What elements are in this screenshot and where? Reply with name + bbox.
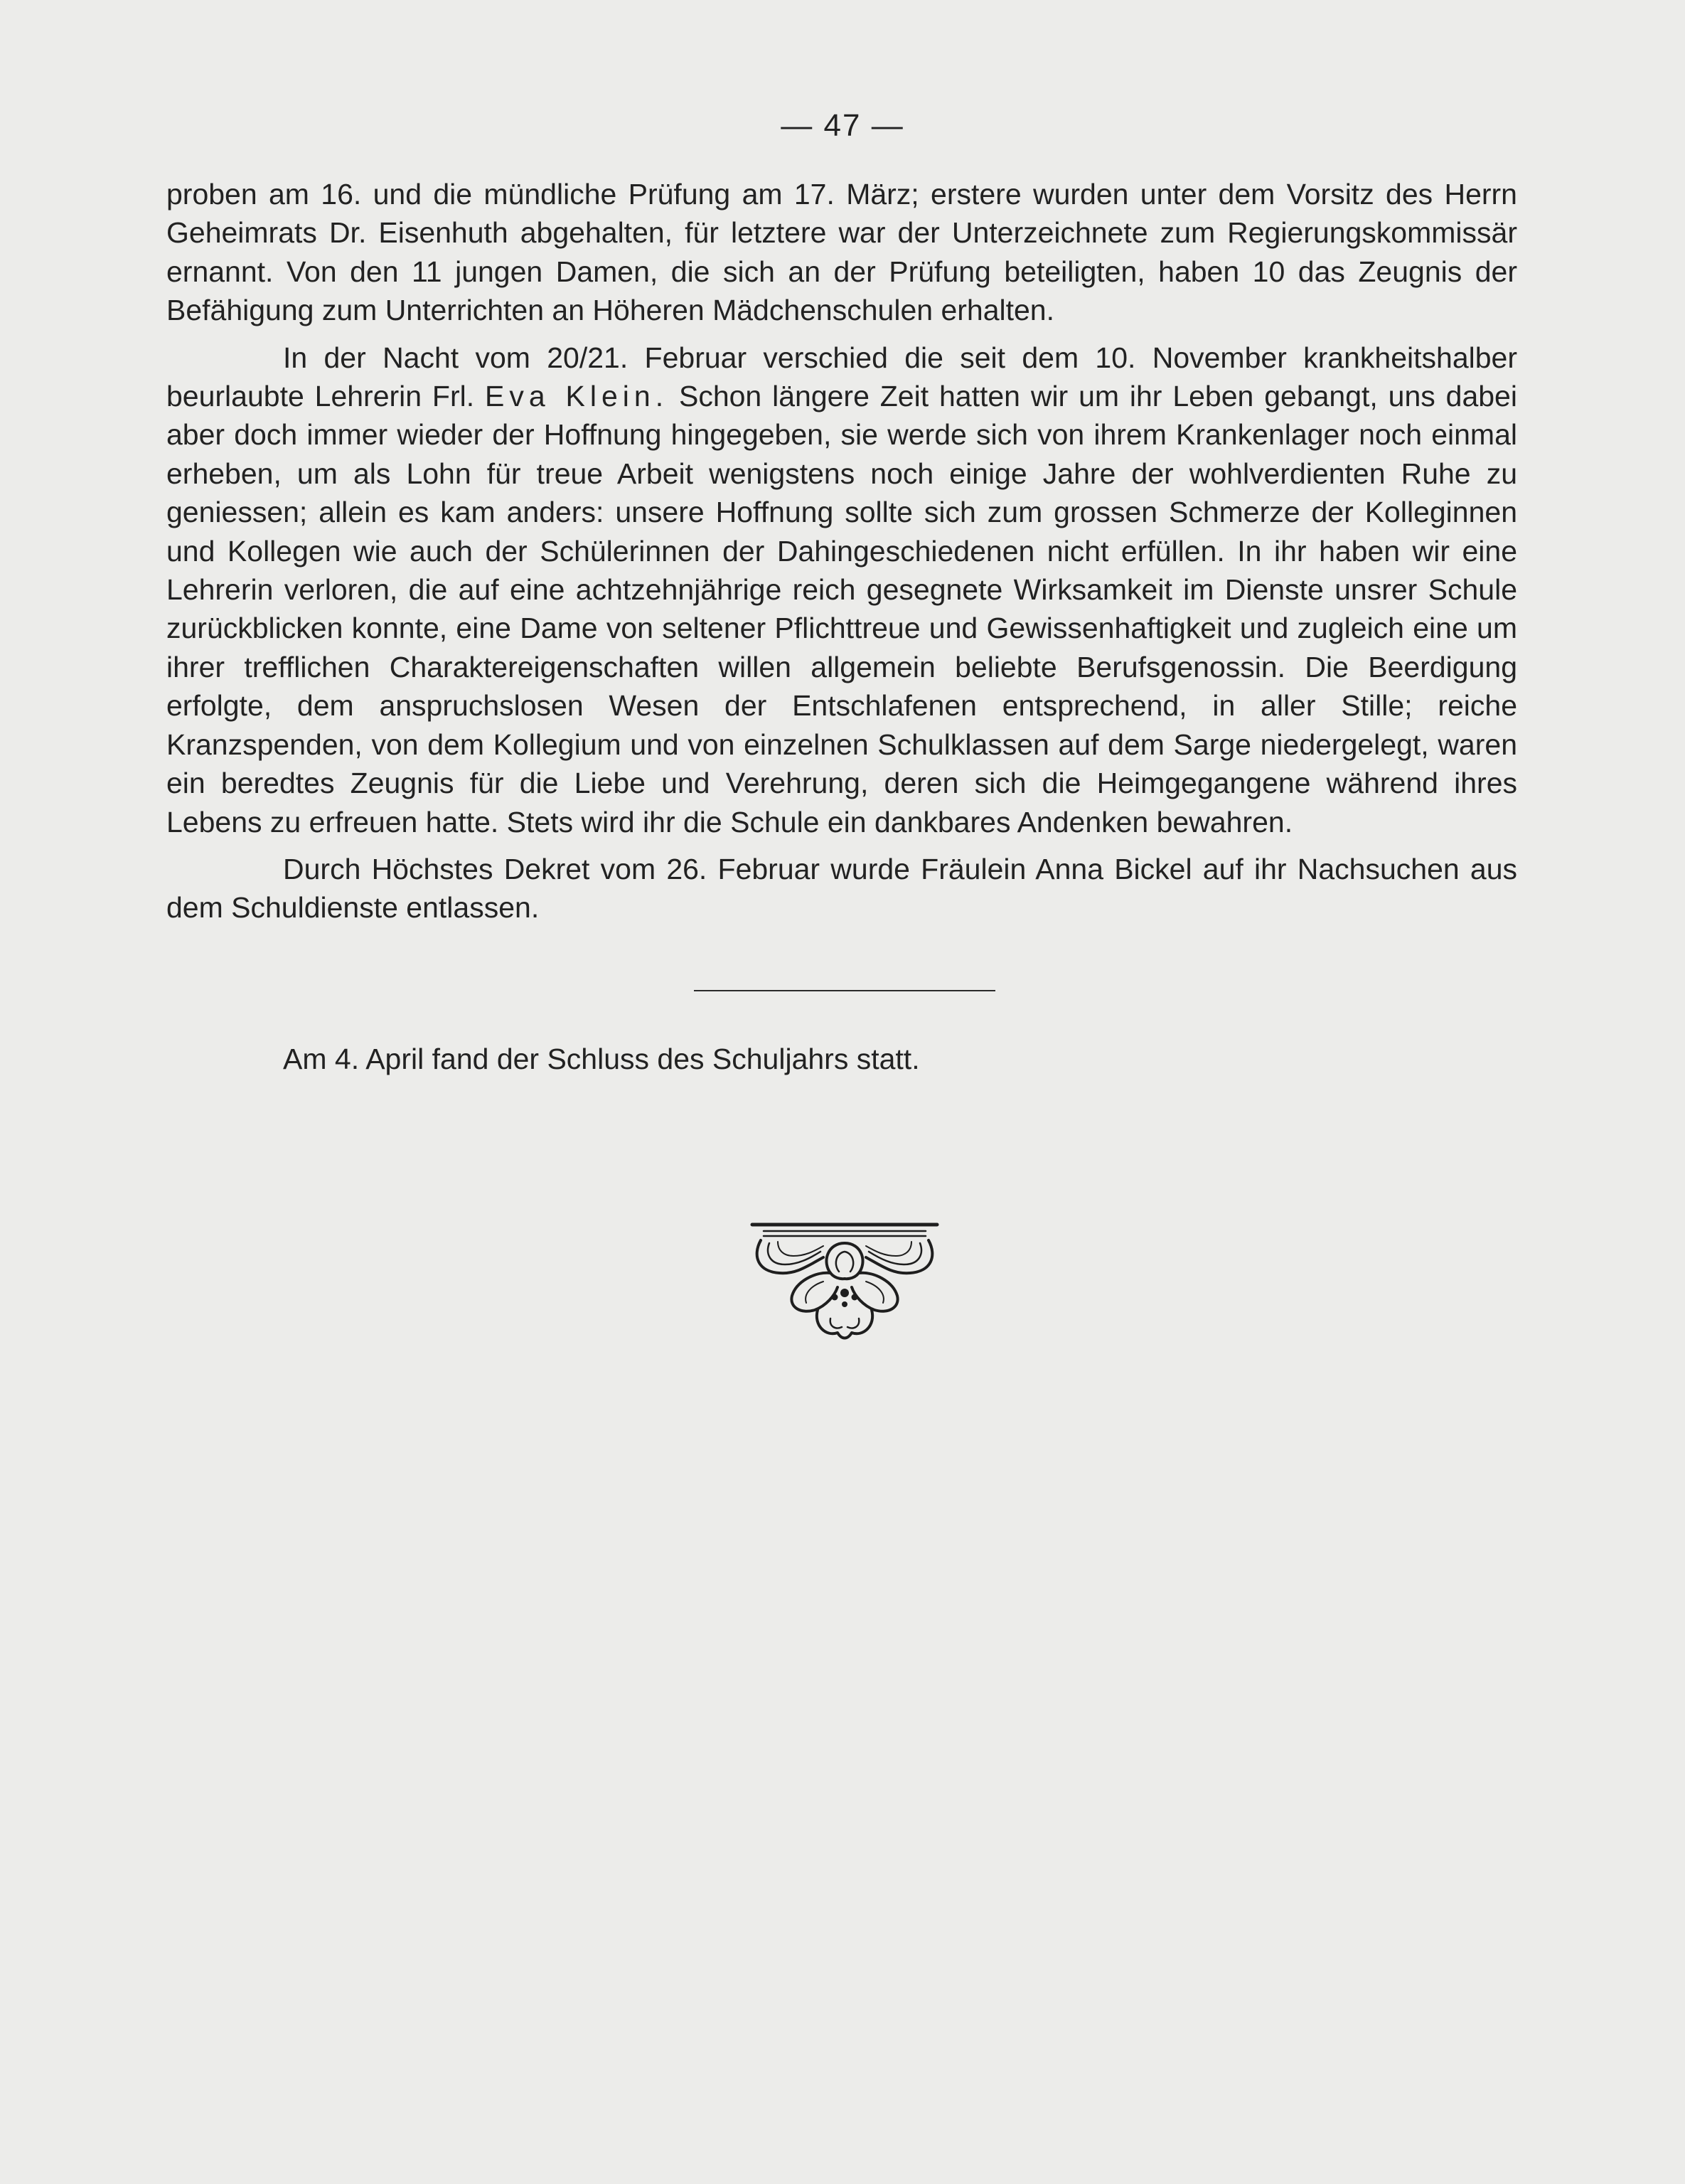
body-text xyxy=(166,175,1517,927)
teacher-name-spaced: Eva Klein. xyxy=(485,380,669,413)
paragraph-obituary xyxy=(166,339,1517,841)
paragraph-text: Durch Höchstes Dekret vom 26. Februar wurde Fräulein Anna Bickel auf ihr Nachsuchen aus dem Schuldienste entlassen. xyxy=(166,852,1517,925)
page-number: — 47 — xyxy=(781,108,904,143)
closing-line: Am 4. April fand der Schluss des Schuljahrs statt. xyxy=(283,1043,920,1075)
paragraph-text: In der Nacht vom 20/21. Februar verschied die seit dem 10. November krankheitshalber beurlaubte Lehrerin Frl. xyxy=(166,341,1517,413)
section-divider xyxy=(694,990,995,991)
art-nouveau-floral-vignette-icon xyxy=(747,1222,943,1350)
paragraph-text: Schon längere Zeit hatten wir um ihr Leben gebangt, uns dabei aber doch immer wieder der Hoffnung hingegeben, sie werde sich von ihrem Krankenlager noch einmal erheben, um als Lohn für treue Arbeit wenigstens noch einige Jahre der wohlverdienten Ruhe zu geniessen; allein es kam anders: unsere Hoffnung sollte sich zum grossen Schmerze der Kolleginnen und Kollegen wie auch der Schülerinnen der Dahingeschiedenen nicht erfüllen. In ihr haben wir eine Lehrerin verloren, die auf eine achtzehnjährige reich gesegnete Wirksamkeit im Dienste unsrer Schule zurückblicken konnte, eine Dame von seltener Pflichttreue und Gewissenhaftigkeit und zugleich eine um ihrer trefflichen Charaktereigenschaften willen allgemein beliebte Berufsgenossin. Die Beerdigung erfolgte, dem anspruchslosen Wesen der Entschlafenen entsprechend, in aller Stille; reiche Kranzspenden, von dem Kollegium und von einzelnen Schulklassen auf dem Sarge niedergelegt, waren ein beredtes Zeugnis für die Liebe und Verehrung, deren sich die Heimgegangene während ihres Lebens zu erfreuen hatte. Stets wird ihr die Schule ein dankbares Andenken bewahren. xyxy=(166,380,1517,838)
paragraph-exam-results xyxy=(166,175,1517,330)
paragraph-dismissal xyxy=(166,850,1517,927)
paragraph-text: proben am 16. und die mündliche Prüfung am 17. März; erstere wurden unter dem Vorsitz des Herrn Geheimrats Dr. Eisenhuth abgehalten, für letztere war der Unterzeichnete zum Regierungskommissär ernannt. Von den 11 jungen Damen, die sich an der Prüfung beteiligten, haben 10 das Zeugnis der Befähigung zum Unterrichten an Höheren Mädchenschulen erhalten. xyxy=(166,178,1517,327)
